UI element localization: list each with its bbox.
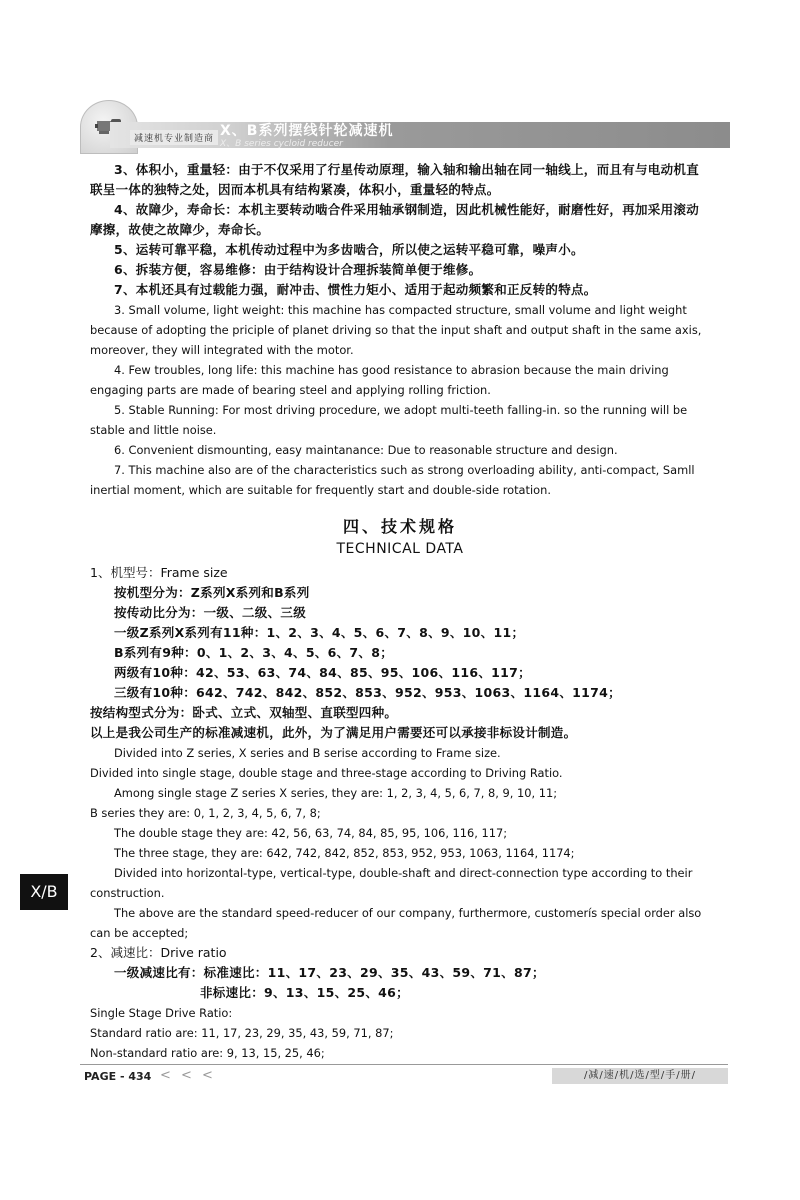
footer-divider (80, 1064, 728, 1065)
header-title-cn: X、B系列摆线针轮减速机 (220, 123, 394, 139)
frame-by-frame: 按机型分为：Z系列X系列和B系列 (114, 585, 310, 600)
page-number: PAGE - 434 (84, 1070, 152, 1083)
header-title-en: X、B series cycloid reducer (220, 139, 343, 149)
header-slogan: 减速机专业制造商 (130, 130, 218, 145)
feature-en-5: 5. Stable Running: For most driving procedure, we adopt multi-teeth falling-in. so the running will be stable and little noise. (90, 403, 688, 437)
side-tab-label: X/B (20, 874, 68, 910)
footer-arrows-icon: < < < (160, 1068, 216, 1083)
frame-single-stage: 一级Z系列X系列有11种：1、2、3、4、5、6、7、8、9、10、11； (114, 625, 525, 640)
feature-en-6: 6. Convenient dismounting, easy maintanance: Due to reasonable structure and design. (114, 443, 618, 457)
frame-by-structure: 按结构型式分为：卧式、立式、双轴型、直联型四种。 (90, 705, 398, 720)
frame-triple-stage: 三级有10种：642、742、842、852、853、952、953、1063、1164、1174； (114, 685, 621, 700)
header-banner (80, 100, 730, 152)
ratio-standard-cn: 一级减速比有：标准速比：11、17、23、29、35、43、59、71、87； (114, 965, 545, 980)
feature-cn-6: 6、拆装方便，容易维修：由于结构设计合理拆装简单便于维修。 (114, 262, 482, 277)
feature-en-4: 4. Few troubles, long life: this machine has good resistance to abrasion because the main driving engaging parts are made of bearing steel and applying rolling friction. (90, 363, 669, 397)
ratio-en-nonstandard: Non-standard ratio are: 9, 13, 15, 25, 46; (90, 1046, 325, 1060)
ratio-nonstandard-cn: 非标速比：9、13、15、25、46； (200, 985, 409, 1000)
frame-en-line: Divided into single stage, double stage and three-stage according to Driving Ratio. (90, 766, 563, 780)
frame-en-line: B series they are: 0, 1, 2, 3, 4, 5, 6, 7, 8; (90, 806, 321, 820)
frame-by-ratio: 按传动比分为：一级、二级、三级 (114, 605, 307, 620)
frame-double-stage: 两级有10种：42、53、63、74、84、85、95、106、116、117； (114, 665, 531, 680)
feature-en-3: 3. Small volume, light weight: this machine has compacted structure, small volume and light weight because of adopting the priciple of planet driving so that the input shaft and output shaft in the same axis, moreover, they will integrated with the motor. (90, 303, 702, 357)
section-heading (90, 514, 710, 557)
ratio-en-standard: Standard ratio are: 11, 17, 23, 29, 35, 43, 59, 71, 87; (90, 1026, 394, 1040)
ratio-heading: 2、减速比：Drive ratio (90, 945, 227, 960)
frame-en-line: The double stage they are: 42, 56, 63, 74, 84, 85, 95, 106, 116, 117; (114, 826, 508, 840)
frame-b-series: B系列有9种：0、1、2、3、4、5、6、7、8； (114, 645, 394, 660)
section-title-en: TECHNICAL DATA (336, 541, 464, 557)
footer-manual-title: /减/速/机/选/型/手/册/ (552, 1068, 728, 1084)
feature-cn-5: 5、运转可靠平稳，本机传动过程中为多齿啮合，所以使之运转平稳可靠，噪声小。 (114, 242, 584, 257)
feature-cn-3: 3、体积小，重量轻：由于不仅采用了行星传动原理，输入轴和输出轴在同一轴线上，而且有与电动机直联呈一体的独特之处，因而本机具有结构紧凑，体积小，重量轻的特点。 (90, 162, 699, 197)
feature-cn-7: 7、本机还具有过载能力强，耐冲击、惯性力矩小、适用于起动频繁和正反转的特点。 (114, 282, 597, 297)
section-title-cn: 四、技术规格 (342, 517, 457, 536)
page-content (90, 160, 710, 1063)
frame-heading: 1、机型号：Frame size (90, 565, 228, 580)
feature-en-7: 7. This machine also are of the characteristics such as strong overloading ability, anti-compact, Samll inertial moment, which are suitable for frequently start and double-side rotation. (90, 463, 695, 497)
ratio-en-heading: Single Stage Drive Ratio: (90, 1006, 233, 1020)
frame-en-line: Divided into horizontal-type, vertical-type, double-shaft and direct-connection type according to their construction. (90, 866, 693, 900)
frame-en-line: The above are the standard speed-reducer of our company, furthermore, customerís special order also can be accepted; (90, 906, 702, 940)
frame-en-line: Divided into Z series, X series and B serise according to Frame size. (114, 746, 501, 760)
frame-note: 以上是我公司生产的标准减速机，此外，为了满足用户需要还可以承接非标设计制造。 (90, 725, 577, 740)
frame-en-line: Among single stage Z series X series, they are: 1, 2, 3, 4, 5, 6, 7, 8, 9, 10, 11; (114, 786, 558, 800)
frame-en-line: The three stage, they are: 642, 742, 842, 852, 853, 952, 953, 1063, 1164, 1174; (114, 846, 575, 860)
feature-cn-4: 4、故障少，寿命长：本机主要转动啮合件采用轴承钢制造，因此机械性能好，耐磨性好，再加采用滚动摩擦，故使之故障少，寿命长。 (90, 202, 699, 237)
